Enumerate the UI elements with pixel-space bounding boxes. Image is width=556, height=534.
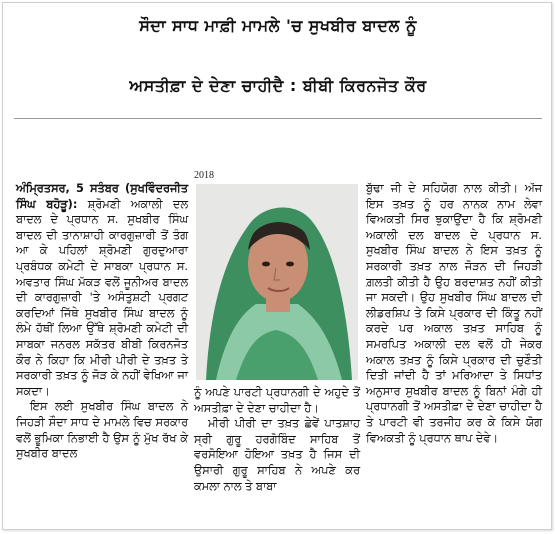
- article-column-3: [366, 181, 542, 446]
- article-paragraph: ਮੀਰੀ ਪੀਰੀ ਦਾ ਤਖ਼ਤ ਛੇਵੇਂ ਪਾਤਸ਼ਾਹ ਸ੍ਰੀ ਗੁਰੂ ਹਰਗੋਬਿੰਦ ਸਾਹਿਬ ਤੋਂ ਵਰਸੋਇਆ ਹੋਇਆ ਤਖ਼ਤ ਹੈ ਜਿਸ ਦੀ ਉਸਾਰੀ ਗੁਰੂ ਸਾਹਿਬ ਨੇ ਅਪਣੇ ਕਰ ਕਮਲਾ ਨਾਲ ਤੇ ਬਾਬਾ: [194, 417, 360, 493]
- article-paragraph: ਬੁੱਢਾ ਜੀ ਦੇ ਸਹਿਯੋਗ ਨਾਲ ਕੀਤੀ। ਅੱਜ ਇਸ ਤਖ਼ਤ ਨੂੰ ਹਰ ਨਾਨਕ ਨਾਮ ਲੇਵਾ ਵਿਅਕਤੀ ਸਿਰ ਝੁਕਾਉਂਦਾ ਹੈ ਕਿ ਸ਼੍ਰੋਮਣੀ ਅਕਾਲੀ ਦਲ ਬਾਦਲ ਦੇ ਪ੍ਰਧਾਨ ਸ. ਸੁਖਬੀਰ ਸਿੰਘ ਬਾਦਲ ਨੇ ਇਸ ਤਖ਼ਤ ਨੂੰ ਸਰਕਾਰੀ ਤਖ਼ਤ ਨਾਲ ਜੋੜਨ ਦੀ ਜਿਹੜੀ ਗ਼ਲਤੀ ਕੀਤੀ ਹੈ ਉਹ ਬਰਦਾਸ਼ਤ ਨਹੀਂ ਕੀਤੀ ਜਾ ਸਕਦੀ। ਉਹ ਸੁਖਬੀਰ ਸਿੰਘ ਬਾਦਲ ਦੀ ਲੀਡਰਸ਼ਿਪ ਤੇ ਕਿਸੇ ਪ੍ਰਕਾਰ ਦੀ ਕਿੰਤੂ ਨਹੀਂ ਕਰਦੇ ਪਰ ਅਕਾਲ ਤਖ਼ਤ ਸਾਹਿਬ ਨੂੰ ਸਮਰਪਿਤ ਅਕਾਲੀ ਦਲ ਵਲੋਂ ਹੀ ਜੇਕਰ ਅਕਾਲ ਤਖ਼ਤ ਨੂੰ ਕਿਸੇ ਪ੍ਰਕਾਰ ਦੀ ਚੁਣੌਤੀ ਦਿਤੀ ਜਾਂਦੀ ਹੈ ਤਾਂ ਮਰਿਆਦਾ ਤੇ ਸਿਧਾਂਤ ਅਨੁਸਾਰ ਸੁਖਬੀਰ ਬਾਦਲ ਨੂੰ ਬਿਨਾਂ ਮੰਗੇ ਹੀ ਪ੍ਰਧਾਨਗੀ ਤੋਂ ਅਸਤੀਫ਼ਾ ਦੇ ਦੇਣਾ ਚਾਹੀਦਾ ਹੈ ਤੇ ਪਾਰਟੀ ਵੀ ਤਰਜੀਹ ਕਰ ਕੇ ਕਿਸੇ ਯੋਗ ਵਿਅਕਤੀ ਨੂੰ ਪ੍ਰਧਾਨ ਥਾਪ ਦੇਵੇ।: [366, 182, 542, 445]
- article-paragraph: ਸ਼੍ਰੋਮਣੀ ਅਕਾਲੀ ਦਲ ਬਾਦਲ ਦੇ ਪ੍ਰਧਾਨ ਸ. ਸੁਖਬੀਰ ਸਿੰਘ ਬਾਦਲ ਦੀ ਤਾਨਾਸ਼ਾਹੀ ਕਾਰਗੁਜ਼ਾਰੀ ਤੋਂ ਤੰਗ ਆ ਕੇ ਪਹਿਲਾਂ ਸ਼੍ਰੋਮਣੀ ਗੁਰਦੁਆਰਾ ਪ੍ਰਬੰਧਕ ਕਮੇਟੀ ਦੇ ਸਾਬਕਾ ਪ੍ਰਧਾਨ ਸ. ਅਵਤਾਰ ਸਿੰਘ ਮੱਕੜ ਵਲੋਂ ਜੂਨੀਅਰ ਬਾਦਲ ਦੀ ਕਾਰਗੁਜ਼ਾਰੀ 'ਤੇ ਅਸੰਤੁਸ਼ਟੀ ਪ੍ਰਗਟ ਕਰਦਿਆਂ ਜਿੱਥੇ ਸੁਖਬੀਰ ਸਿੰਘ ਬਾਦਲ ਨੂੰ ਲੰਮੇ ਹੱਥੀਂ ਲਿਆ ਉੱਥੇ ਸ਼੍ਰੋਮਣੀ ਕਮੇਟੀ ਦੀ ਸਾਬਕਾ ਜਨਰਲ ਸਕੱਤਰ ਬੀਬੀ ਕਿਰਨਜੋਤ ਕੌਰ ਨੇ ਕਿਹਾ ਕਿ ਮੀਰੀ ਪੀਰੀ ਦੇ ਤਖ਼ਤ ਤੇ ਸਰਕਾਰੀ ਤਖ਼ਤ ਨੂੰ ਜੋੜ ਕੇ ਨਹੀਂ ਵੇਖਿਆ ਜਾ ਸਕਦਾ।: [16, 197, 189, 398]
- article-paragraph: ਇਸ ਲਈ ਸੁਖਬੀਰ ਸਿੰਘ ਬਾਦਲ ਨੇ ਜਿਹੜੀ ਸੌਦਾ ਸਾਧ ਦੇ ਮਾਮਲੇ ਵਿਚ ਸਰਕਾਰ ਵਲੋਂ ਭੂਮਿਕਾ ਨਿਭਾਈ ਹੈ ਉਸ ਨੂੰ ਮੁੱਖ ਰੱਖ ਕੇ ਸੁਖਬੀਰ ਬਾਦਲ: [16, 400, 188, 461]
- article-column-1: [16, 181, 188, 462]
- portrait-illustration: [196, 184, 358, 380]
- portrait-photo: [196, 184, 358, 380]
- headline-divider: [14, 118, 542, 119]
- article-column-2: [194, 385, 360, 494]
- photo-year: 2018: [194, 170, 214, 181]
- article-dateline: ਅੰਮ੍ਰਿਤਸਰ, 5 ਸਤੰਬਰ (ਸੁਖਵਿੰਦਰਜੀਤ ਸਿੰਘ ਬਹੋੜੂ):: [16, 182, 188, 211]
- headline-line-2: ਅਸਤੀਫ਼ਾ ਦੇ ਦੇਣਾ ਚਾਹੀਦੈ : ਬੀਬੀ ਕਿਰਨਜੋਤ ਕੌਰ: [129, 76, 427, 95]
- article-paragraph: ਨੂੰ ਅਪਣੇ ਪਾਰਟੀ ਪ੍ਰਧਾਨਗੀ ਦੇ ਅਹੁਦੇ ਤੋਂ ਅਸਤੀਫ਼ਾ ਦੇ ਦੇਣਾ ਚਾਹੀਦਾ ਹੈ।: [194, 386, 360, 415]
- headline-line-1: ਸੌਦਾ ਸਾਧ ਮਾਫ਼ੀ ਮਾਮਲੇ 'ਚ ਸੁਖਬੀਰ ਬਾਦਲ ਨੂੰ: [139, 16, 417, 35]
